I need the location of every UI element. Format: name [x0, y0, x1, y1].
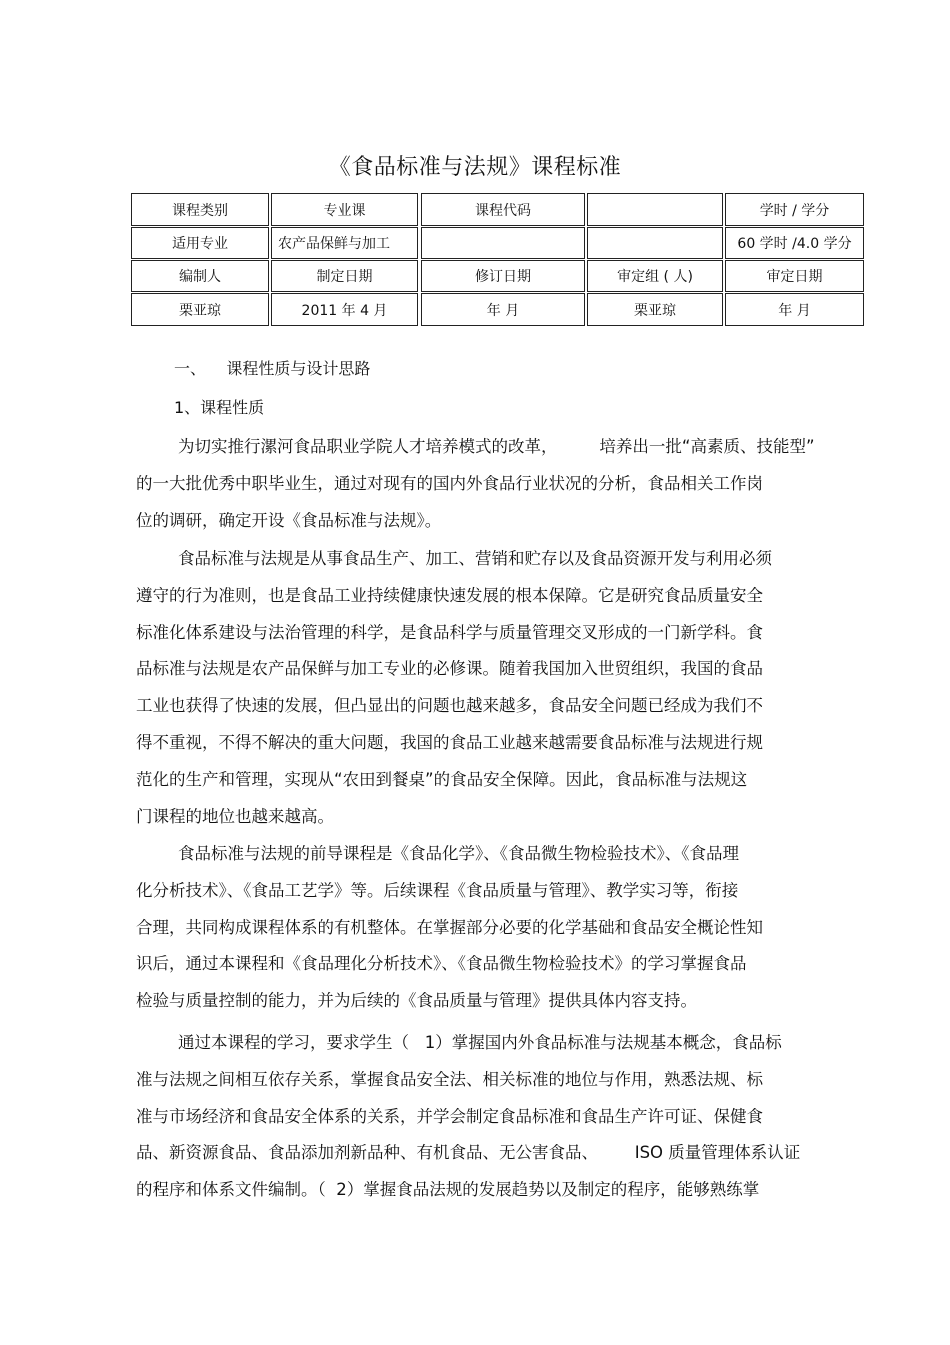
text-line: 品、新资源食品、食品添加剂新品种、有机食品、无公害食品、 ISO 质量管理体系认证: [136, 1143, 801, 1163]
text-line: 遵守的行为准则，也是食品工业持续健康快速发展的根本保障。它是研究食品质量安全: [136, 585, 763, 605]
text-line: 标准化体系建设与法治管理的科学，是食品科学与质量管理交叉形成的一门新学科。食: [136, 622, 763, 642]
table-cell: 修订日期: [421, 260, 585, 292]
table-cell: 栗亚琼: [131, 293, 269, 326]
subsection-heading: 1、课程性质: [174, 398, 265, 417]
text-line: 识后，通过本课程和《食品理化分析技术》、《食品微生物检验技术》的学习掌握食品: [136, 954, 747, 974]
table-cell: 适用专业: [131, 227, 269, 259]
text-line: 通过本课程的学习，要求学生（ 1）掌握国内外食品标准与法规基本概念，食品标: [136, 1033, 782, 1052]
table-cell: 审定组 ( 人): [587, 260, 723, 292]
table-cell: 学时 / 学分: [725, 193, 864, 226]
text-line: 食品标准与法规的前导课程是《食品化学》、《食品微生物检验技术》、《食品理: [136, 844, 739, 863]
table-cell: 审定日期: [725, 260, 864, 292]
section-heading: 一、 课程性质与设计思路: [174, 359, 371, 378]
table-cell: 制定日期: [271, 260, 418, 292]
table-cell: 60 学时 /4.0 学分: [725, 227, 864, 259]
text-line: 的程序和体系文件编制。（ 2）掌握食品法规的发展趋势以及制定的程序，能够熟练掌: [136, 1180, 760, 1200]
text-line: 得不重视，不得不解决的重大问题，我国的食品工业越来越需要食品标准与法规进行规: [136, 732, 763, 752]
table-cell: 2011 年 4 月: [271, 293, 418, 326]
table-cell: [587, 227, 723, 259]
table-cell: 年 月: [421, 293, 585, 326]
text-line: 化分析技术》、《食品工艺学》等。后续课程《食品质量与管理》、教学实习等，衔接: [136, 880, 739, 900]
table-cell: 年 月: [725, 293, 864, 326]
text-line: 准与法规之间相互依存关系，掌握食品安全法、相关标准的地位与作用，熟悉法规、标: [136, 1069, 763, 1089]
table-cell: [421, 227, 585, 259]
table-cell: 农产品保鲜与加工: [271, 227, 418, 259]
table-cell: 编制人: [131, 260, 269, 292]
table-cell: 课程类别: [131, 193, 269, 226]
paragraph-4: [136, 1025, 856, 1209]
text-line: 门课程的地位也越来越高。: [136, 806, 334, 826]
text-line: 工业也获得了快速的发展，但凸显出的问题也越来越多，食品安全问题已经成为我们不: [136, 696, 763, 716]
text-line: 品标准与法规是农产品保鲜与加工专业的必修课。随着我国加入世贸组织，我国的食品: [136, 659, 763, 679]
text-line: 范化的生产和管理，实现从“农田到餐桌”的食品安全保障。因此，食品标准与法规这: [136, 769, 748, 789]
text-line: 位的调研，确定开设《食品标准与法规》。: [136, 510, 442, 530]
course-info-table: [131, 193, 864, 327]
table-cell: [587, 193, 723, 226]
text-line: 检验与质量控制的能力，并为后续的《食品质量与管理》提供具体内容支持。: [136, 991, 697, 1011]
text-line: 食品标准与法规是从事食品生产、加工、营销和贮存以及食品资源开发与利用必须: [136, 549, 772, 568]
table-cell: 栗亚琼: [587, 293, 723, 326]
paragraph-1: [136, 429, 856, 539]
paragraph-3: [136, 836, 856, 1020]
text-line: 准与市场经济和食品安全体系的关系，并学会制定食品标准和食品生产许可证、保健食: [136, 1106, 763, 1126]
table-cell: 专业课: [271, 193, 418, 226]
text-line: 为切实推行漯河食品职业学院人才培养模式的改革， 培养出一批“高素质、技能型”: [136, 437, 815, 456]
paragraph-2: [136, 541, 856, 835]
text-line: 的一大批优秀中职毕业生，通过对现有的国内外食品行业状况的分析，食品相关工作岗: [136, 473, 763, 493]
document-title: 《食品标准与法规》课程标准: [328, 155, 622, 180]
text-line: 合理，共同构成课程体系的有机整体。在掌握部分必要的化学基础和食品安全概论性知: [136, 917, 763, 937]
table-cell: 课程代码: [421, 193, 585, 226]
